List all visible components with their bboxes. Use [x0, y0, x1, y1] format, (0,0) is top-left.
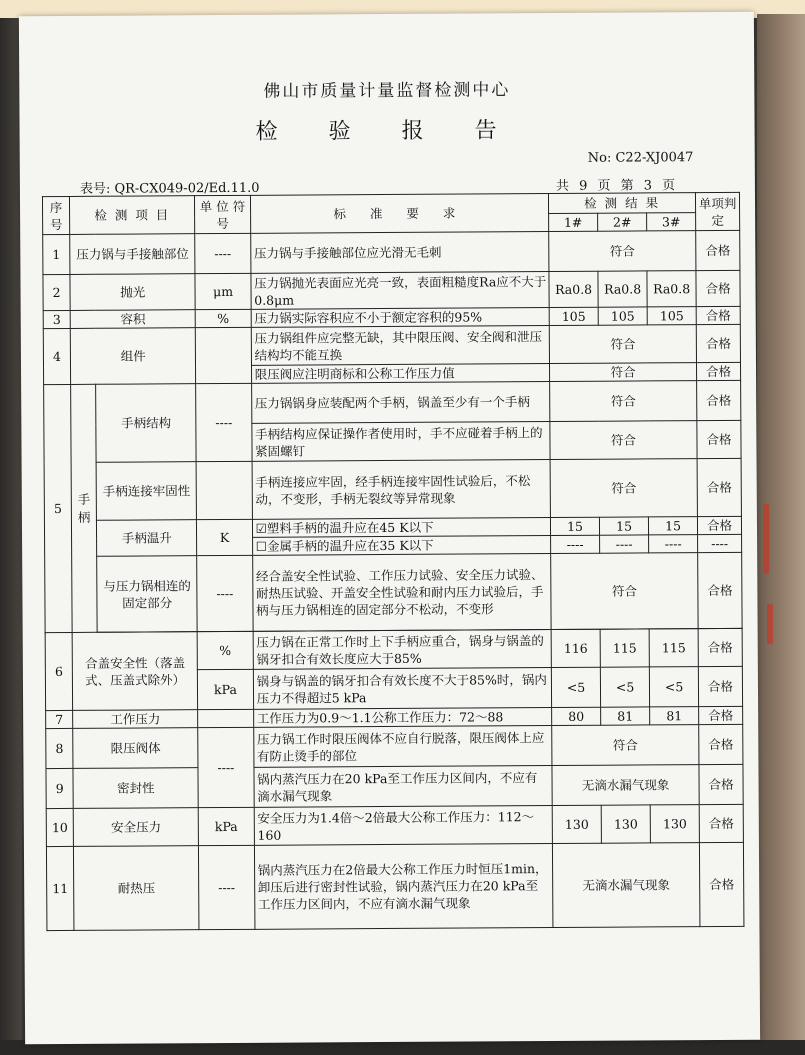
verdict: 合格 [699, 724, 743, 764]
standard-text: 压力锅抛光表面应光亮一致，表面粗糙度Ra应不大于0.8μm [251, 272, 550, 310]
header-unit: 单 位 符 号 [195, 195, 251, 233]
table-row [46, 764, 743, 808]
result-1: ---- [551, 535, 600, 553]
standard-text: 安全压力为1.4倍～2倍最大公称工作压力：112～160 [254, 806, 553, 846]
standard-text: 压力锅与手接触部位应光滑无毛刺 [250, 232, 549, 274]
result-1: 116 [551, 629, 600, 667]
verdict: 合格 [698, 666, 742, 706]
report-title: 检 验 报 告 [255, 118, 519, 145]
verdict: ---- [698, 534, 742, 552]
result: 无滴水漏气现象 [552, 843, 700, 928]
row-number: 10 [46, 808, 73, 846]
verdict: 合格 [697, 380, 741, 420]
standard-text: 锅内蒸汽压力在2倍最大公称工作压力时恒压1min，卸压后进行密封性试验，锅内蒸汽压力在20 kPa至工作压力区间内，不应有滴水漏气现象 [254, 844, 553, 930]
item-name: 组件 [70, 328, 196, 385]
report-number: No: C22-XJ0047 [587, 150, 694, 166]
item-name: 压力锅与手接触部位 [70, 234, 195, 275]
page-info: 共 9 页 第 3 页 [555, 178, 676, 194]
result-2: 15 [599, 517, 648, 535]
verdict: 合格 [696, 230, 740, 270]
verdict: 合格 [697, 420, 741, 458]
verdict: 合格 [698, 628, 742, 666]
result: 无滴水漏气现象 [552, 765, 699, 806]
standard-text: 限压阀应注明商标和公称工作压力值 [251, 364, 549, 384]
standard-text: 工作压力为0.9～1.1公称工作压力：72～88 [253, 708, 551, 728]
header-sample-1: 1# [549, 213, 598, 231]
result: 符合 [550, 363, 697, 382]
verdict: 合格 [697, 458, 741, 516]
table-row [46, 724, 743, 768]
unit: kPa [198, 669, 254, 709]
verdict: 合格 [700, 842, 744, 926]
result-1: 80 [552, 707, 601, 725]
verdict: 合格 [699, 804, 743, 842]
verdict: 合格 [699, 706, 743, 724]
table-row [44, 458, 741, 520]
standard-text: ☐金属手柄的温升应在35 K以下 [252, 536, 550, 556]
result-3: 81 [650, 707, 699, 725]
header-sample-3: 3# [647, 213, 696, 231]
header-standard: 标 准 要 求 [250, 194, 549, 234]
standard-text: ☑塑料手柄的温升应在45 K以下 [252, 518, 550, 538]
background-left [0, 18, 22, 1055]
unit [196, 327, 252, 383]
standard-text: 经合盖安全性试验、工作压力试验、安全压力试验、耐热压试验、开盖安全性试验和耐内压力试验后，手柄与压力锅相连的固定部分不松动，不变形 [252, 554, 551, 632]
table-row [45, 628, 742, 670]
verdict: 合格 [697, 362, 741, 380]
row-number: 7 [46, 710, 73, 728]
standard-text: 手柄结构应保证操作者使用时，手不应碰着手柄上的紧固螺钉 [251, 422, 550, 462]
result: 符合 [550, 381, 697, 422]
verdict: 合格 [699, 764, 743, 804]
standard-text: 压力锅组件应完整无缺，其中限压阀、安全阀和泄压结构均不能互换 [251, 326, 550, 366]
row-number: 5 [44, 384, 73, 632]
header-seq: 序号 [42, 196, 69, 234]
unit: ---- [198, 727, 254, 807]
item-name: 手柄结构 [96, 384, 197, 463]
unit: ---- [199, 845, 255, 929]
item-name: 限压阀体 [73, 728, 198, 769]
item-name: 密封性 [73, 768, 198, 809]
result-2: 105 [598, 307, 647, 325]
row-number: 1 [43, 234, 70, 274]
table-row [46, 804, 743, 846]
unit [196, 461, 252, 519]
unit: % [195, 309, 250, 327]
red-stamp-edge [767, 604, 773, 644]
item-name: 合盖安全性（落盖式、压盖式除外） [72, 632, 198, 711]
red-stamp-edge [763, 504, 769, 574]
table-row [46, 842, 744, 930]
result-2: Ra0.8 [598, 271, 647, 307]
result-1: 15 [550, 517, 599, 535]
verdict: 合格 [696, 270, 740, 306]
row-number: 2 [43, 274, 70, 310]
result-3: 130 [650, 805, 699, 843]
row-number: 3 [43, 310, 70, 328]
verdict: 合格 [696, 324, 740, 362]
result-2: 115 [600, 629, 649, 667]
header-item: 检 测 项 目 [70, 196, 195, 235]
group-label-handle: 手柄 [71, 384, 98, 632]
unit: K [197, 519, 253, 555]
standard-text: 压力锅在正常工作时上下手柄应重合，锅身与锅盖的锅牙扣合有效长度应大于85% [253, 630, 552, 670]
standard-text: 压力锅工作时限压阀体不应自行脱落，限压阀体上应有防止烫手的部位 [253, 726, 552, 768]
result: 符合 [551, 553, 699, 630]
result-2: ---- [600, 535, 649, 553]
report-page [19, 12, 760, 1044]
standard-text: 压力锅实际容积应不小于额定容积的95% [251, 308, 549, 328]
result-1: <5 [551, 667, 600, 707]
header-verdict: 单项判定 [696, 192, 740, 230]
unit: μm [195, 273, 251, 309]
standard-text: 锅内蒸汽压力在20 kPa至工作压力区间内，不应有滴水漏气现象 [254, 766, 553, 808]
item-name: 容积 [70, 310, 195, 329]
unit: ---- [197, 555, 253, 631]
form-number: 表号: QR-CX049-02/Ed.11.0 [79, 180, 260, 197]
result-3: Ra0.8 [647, 271, 696, 307]
result-1: 130 [552, 805, 601, 843]
row-number: 4 [43, 328, 70, 384]
item-name: 与压力锅相连的固定部分 [97, 556, 198, 633]
table-row [43, 230, 740, 274]
table-row [43, 324, 740, 366]
result: 符合 [549, 325, 696, 364]
result-1: Ra0.8 [549, 271, 598, 307]
table-row [45, 552, 742, 632]
result-3: 15 [649, 517, 698, 535]
result-3: 105 [647, 307, 696, 325]
result: 符合 [552, 725, 699, 766]
table-row [44, 380, 741, 424]
header-results: 检 测 结 果 [548, 193, 695, 214]
result-1: 105 [549, 307, 598, 325]
table-row [43, 270, 740, 310]
item-name: 工作压力 [73, 710, 198, 729]
unit: % [197, 631, 253, 669]
standard-text: 锅身与锅盖的锅牙扣合有效长度不大于85%时，锅内压力不得超过5 kPa [253, 668, 552, 710]
standard-text: 压力锅锅身应装配两个手柄，锅盖至少有一个手柄 [251, 382, 550, 424]
result-3: ---- [649, 535, 698, 553]
result-2: 81 [601, 707, 650, 725]
unit: kPa [199, 807, 255, 845]
unit: ---- [196, 383, 252, 461]
unit [198, 709, 253, 727]
row-number: 8 [46, 728, 73, 768]
item-name: 抛光 [70, 274, 195, 311]
organization-name: 佛山市质量计量监督检测中心 [263, 80, 511, 102]
result-3: 115 [649, 629, 698, 667]
row-number: 6 [45, 632, 73, 710]
result-2: <5 [600, 667, 649, 707]
standard-text: 手柄连接应牢固，经手柄连接牢固性试验后，不松动，不变形，手柄无裂纹等异常现象 [252, 460, 551, 520]
result-3: <5 [649, 667, 698, 707]
row-number: 9 [46, 768, 73, 808]
header-sample-2: 2# [598, 213, 647, 231]
unit: ---- [195, 233, 251, 273]
item-name: 手柄连接牢固性 [96, 462, 197, 521]
row-number: 11 [46, 846, 74, 930]
item-name: 安全压力 [73, 808, 198, 847]
inspection-table [42, 192, 744, 931]
result: 符合 [549, 231, 696, 272]
verdict: 合格 [698, 552, 742, 628]
result: 符合 [550, 459, 697, 518]
item-name: 手柄温升 [97, 520, 197, 557]
background-right [757, 14, 805, 1055]
item-name: 耐热压 [74, 846, 200, 931]
result: 符合 [550, 421, 697, 460]
result-2: 130 [601, 805, 650, 843]
verdict: 合格 [698, 516, 742, 534]
verdict: 合格 [696, 306, 740, 324]
